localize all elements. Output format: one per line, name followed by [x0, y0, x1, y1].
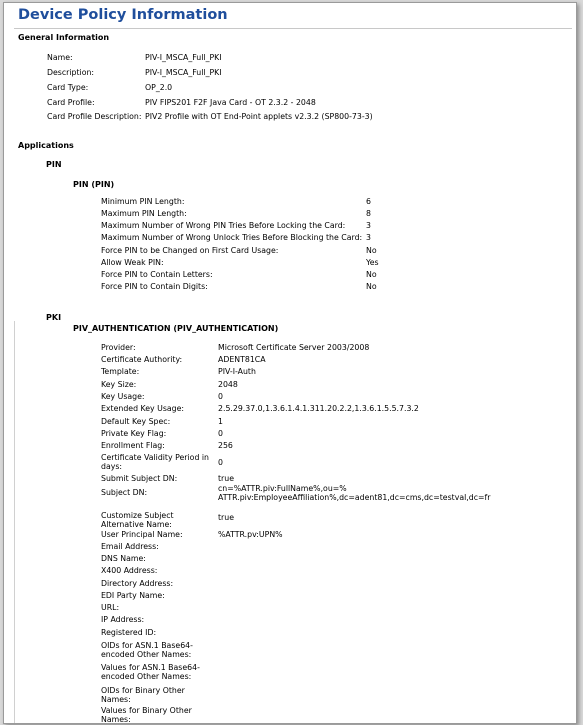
- field-value: 0: [218, 392, 223, 401]
- field-label: Card Profile:: [47, 98, 95, 107]
- field-label: Maximum Number of Wrong Unlock Tries Before Blocking the Card:: [101, 233, 363, 242]
- title-divider: [14, 28, 572, 29]
- field-value: 8: [366, 209, 371, 218]
- field-label: Minimum PIN Length:: [101, 197, 185, 206]
- field-value: 3: [366, 221, 371, 230]
- field-value: 0: [218, 429, 223, 438]
- field-label: Subject DN:: [101, 488, 148, 497]
- field-value: PIV FIPS201 F2F Java Card - OT 2.3.2 - 2048: [145, 98, 316, 107]
- general-info-heading: General Information: [18, 33, 110, 42]
- field-label: Maximum PIN Length:: [101, 209, 187, 218]
- field-label: Default Key Spec:: [101, 417, 171, 426]
- applications-heading: Applications: [18, 141, 74, 150]
- field-label: Card Profile Description:: [47, 112, 142, 121]
- field-value: %ATTR.pv:UPN%: [218, 530, 283, 539]
- page-title: Device Policy Information: [18, 7, 228, 23]
- field-value: No: [366, 270, 377, 279]
- field-label: Name:: [47, 53, 73, 62]
- field-label: Directory Address:: [101, 579, 174, 588]
- field-value: 2.5.29.37.0,1.3.6.1.4.1.311.20.2.2,1.3.6.1.5.5.7.3.2: [218, 404, 419, 413]
- field-label: Registered ID:: [101, 628, 157, 637]
- field-label: Force PIN to be Changed on First Card Usage:: [101, 246, 279, 255]
- field-value: PIV2 Profile with OT End-Point applets v2.3.2 (SP800-73-3): [145, 112, 373, 121]
- pki-heading: PKI: [46, 313, 62, 322]
- field-value: ADENT81CA: [218, 355, 266, 364]
- field-label: Provider:: [101, 343, 136, 352]
- field-label: EDI Party Name:: [101, 591, 165, 600]
- pin-heading: PIN: [46, 160, 62, 169]
- field-label: Certificate Validity Period in days:: [101, 453, 209, 472]
- field-label: URL:: [101, 603, 120, 612]
- field-value: PIV-I_MSCA_Full_PKI: [145, 68, 222, 77]
- field-value: PIV-I_MSCA_Full_PKI: [145, 53, 222, 62]
- field-label: X400 Address:: [101, 566, 158, 575]
- field-value: true: [218, 513, 235, 522]
- field-label: Description:: [47, 68, 95, 77]
- field-label: Template:: [101, 367, 140, 376]
- field-label: Values for Binary Other Names:: [101, 706, 192, 724]
- field-value: cn=%ATTR.piv:FullName%,ou=% ATTR.piv:EmployeeAffiliation%,dc=adent81,dc=cms,dc=testval,dc=fr: [218, 484, 491, 503]
- field-label: Force PIN to Contain Digits:: [101, 282, 208, 291]
- pki-subheading: PIV_AUTHENTICATION (PIV_AUTHENTICATION): [73, 324, 279, 333]
- field-label: User Principal Name:: [101, 530, 183, 539]
- field-label: DNS Name:: [101, 554, 146, 563]
- field-value: 256: [218, 441, 233, 450]
- field-label: Key Size:: [101, 380, 137, 389]
- field-value: 3: [366, 233, 371, 242]
- field-label: IP Address:: [101, 615, 145, 624]
- field-value: true: [218, 474, 235, 483]
- field-value: Microsoft Certificate Server 2003/2008: [218, 343, 370, 352]
- field-label: Force PIN to Contain Letters:: [101, 270, 213, 279]
- field-value: No: [366, 246, 377, 255]
- field-label: Submit Subject DN:: [101, 474, 178, 483]
- policy-window: [3, 2, 577, 724]
- field-label: Extended Key Usage:: [101, 404, 185, 413]
- field-label: Allow Weak PIN:: [101, 258, 164, 267]
- field-label: OIDs for Binary Other Names:: [101, 686, 185, 705]
- field-label: Email Address:: [101, 542, 159, 551]
- field-value: 2048: [218, 380, 238, 389]
- field-label: OIDs for ASN.1 Base64-encoded Other Names:: [101, 641, 193, 660]
- field-label: Enrollment Flag:: [101, 441, 165, 450]
- field-value: 6: [366, 197, 371, 206]
- field-label: Private Key Flag:: [101, 429, 167, 438]
- field-label: Values for ASN.1 Base64-encoded Other Names:: [101, 663, 200, 682]
- field-value: 0: [218, 458, 223, 467]
- pin-subheading: PIN (PIN): [73, 180, 115, 189]
- field-label: Maximum Number of Wrong PIN Tries Before Locking the Card:: [101, 221, 346, 230]
- field-label: Certificate Authority:: [101, 355, 183, 364]
- field-value: No: [366, 282, 377, 291]
- field-label: Customize Subject Alternative Name:: [101, 511, 174, 530]
- field-label: Card Type:: [47, 83, 89, 92]
- field-value: PIV-I-Auth: [218, 367, 256, 376]
- field-value: OP_2.0: [145, 83, 173, 92]
- section-divider: [14, 321, 15, 724]
- field-label: Key Usage:: [101, 392, 145, 401]
- field-value: 1: [218, 417, 223, 426]
- field-value: Yes: [366, 258, 379, 267]
